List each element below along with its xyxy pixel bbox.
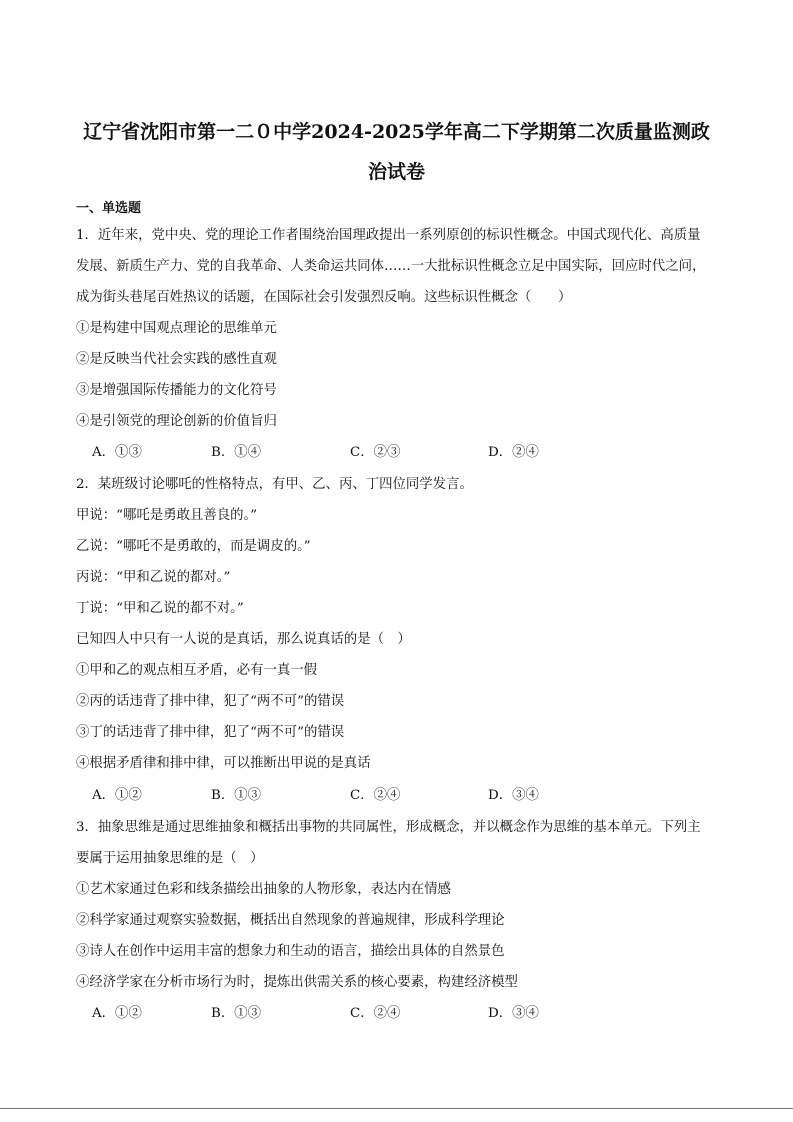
question-2-option-b: B．①③ [211, 788, 262, 803]
exam-title-line-1: 辽宁省沈阳市第一二０中学2024-2025学年高二下学期第二次质量监测政 [83, 121, 710, 143]
question-2-statement-jia: 甲说：“哪吒是勇敢且善良的。” [76, 508, 258, 523]
question-2-options [92, 787, 732, 805]
question-2-statement-ding: 丁说：“甲和乙说的都不对。” [76, 601, 244, 616]
question-1-option-b: B．①④ [211, 445, 262, 460]
question-2-statement-yi: 乙说：“哪吒不是勇敢的，而是调皮的。” [76, 539, 311, 554]
question-2-option-a: A．①② [92, 788, 142, 803]
question-3-option-b: B．①③ [211, 1006, 262, 1021]
question-3-option-c: C．②④ [350, 1006, 401, 1021]
question-3-stem-line-1: 3．抽象思维是通过思维抽象和概括出事物的共同属性，形成概念，并以概念作为思维的基本单元。下列主 [76, 820, 701, 835]
question-1-statement-3: ③是增强国际传播能力的文化符号 [76, 383, 277, 398]
question-3-stem-line-2: 要属于运用抽象思维的是（ ） [76, 851, 264, 866]
question-1-stem-line-1: 1．近年来，党中央、党的理论工作者围绕治国理政提出一系列原创的标识性概念。中国式现代化、高质量 [76, 228, 701, 243]
exam-title-line-2: 治试卷 [367, 161, 425, 183]
question-2-option-c: C．②④ [350, 788, 401, 803]
question-2-option-d: D．③④ [488, 788, 539, 803]
question-1-option-c: C．②③ [350, 445, 401, 460]
question-3-statement-1: ①艺术家通过色彩和线条描绘出抽象的人物形象，表达内在情感 [76, 882, 451, 897]
question-2-stem-line-1: 2．某班级讨论哪吒的性格特点，有甲、乙、丙、丁四位同学发言。 [76, 477, 473, 492]
question-2-statement-4: ④根据矛盾律和排中律，可以推断出甲说的是真话 [76, 756, 371, 771]
question-1-statement-4: ④是引领党的理论创新的价值旨归 [76, 414, 277, 429]
question-3-option-d: D．③④ [488, 1006, 539, 1021]
question-2-question-line: 已知四人中只有一人说的是真话，那么说真话的是（ ） [76, 632, 411, 647]
page-bottom-divider [0, 1108, 793, 1109]
question-2-statement-2: ②丙的话违背了排中律，犯了“两不可”的错误 [76, 694, 345, 709]
question-3-statement-4: ④经济学家在分析市场行为时，提炼出供需关系的核心要素，构建经济模型 [76, 975, 518, 990]
question-1-option-d: D．②④ [488, 445, 539, 460]
question-1-stem-line-3: 成为街头巷尾百姓热议的话题，在国际社会引发强烈反响。这些标识性概念（ ） [76, 290, 572, 305]
question-3-statement-3: ③诗人在创作中运用丰富的想象力和生动的语言，描绘出具体的自然景色 [76, 944, 505, 959]
question-3-statement-2: ②科学家通过观察实验数据，概括出自然现象的普遍规律，形成科学理论 [76, 913, 505, 928]
question-2-statement-bing: 丙说：“甲和乙说的都对。” [76, 570, 231, 585]
section-heading: 一、单选题 [76, 201, 142, 216]
question-1-option-a: A．①③ [92, 445, 142, 460]
question-1-options [92, 444, 732, 462]
question-1-stem-line-2: 发展、新质生产力、党的自我革命、人类命运共同体……一大批标识性概念立足中国实际，回应时代之问， [76, 259, 706, 274]
question-1-statement-1: ①是构建中国观点理论的思维单元 [76, 321, 277, 336]
question-1-statement-2: ②是反映当代社会实践的感性直观 [76, 352, 277, 367]
question-2-statement-3: ③丁的话违背了排中律，犯了“两不可”的错误 [76, 725, 345, 740]
question-3-option-a: A．①② [92, 1006, 142, 1021]
question-2-statement-1: ①甲和乙的观点相互矛盾，必有一真一假 [76, 663, 318, 678]
question-3-options [92, 1005, 732, 1023]
